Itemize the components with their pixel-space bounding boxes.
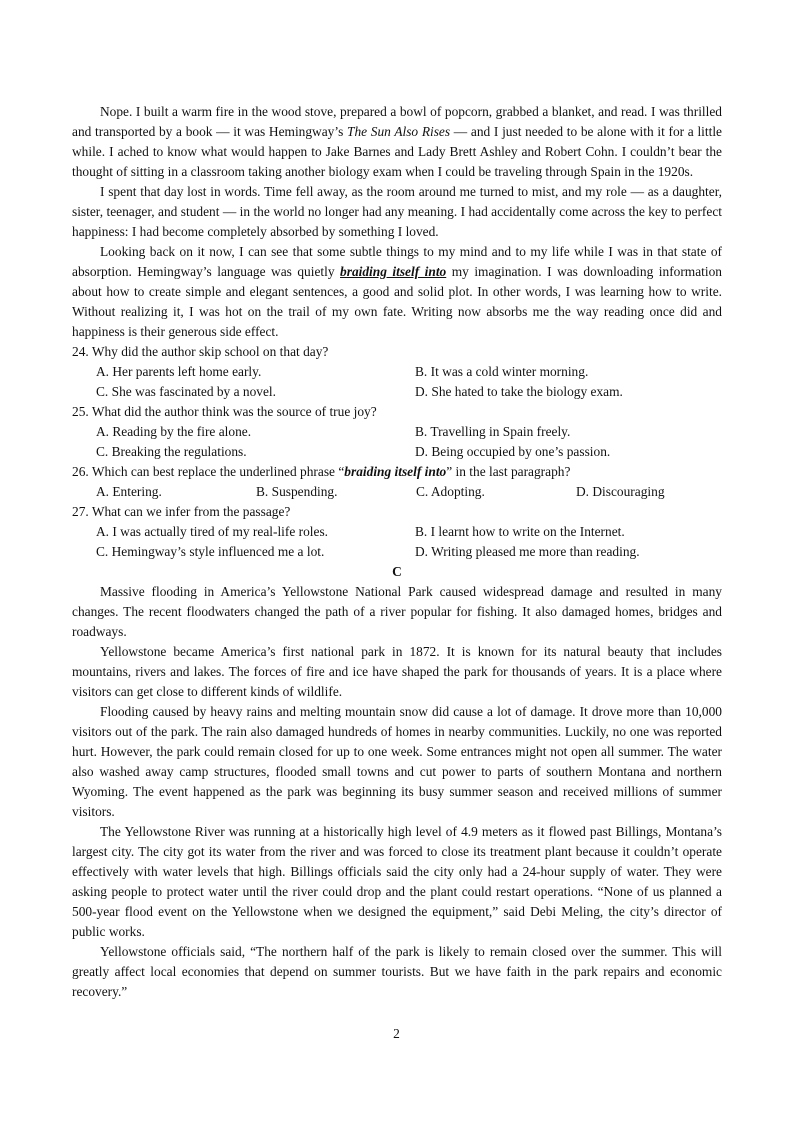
- question-26-stem: [72, 462, 722, 482]
- question-25-stem: 25. What did the author think was the source of true joy?: [72, 404, 377, 419]
- paragraph-3: [72, 242, 722, 342]
- paragraph-1-text-a: Nope. I built a warm fire in the wood stove, prepared a bowl of popcorn, grabbed a blanket, and read. I was thrilled and transported by a book — it was Hemingway’s: [72, 104, 722, 139]
- page-number: 2: [393, 1026, 400, 1041]
- option-26-b: B. Suspending.: [256, 484, 338, 499]
- question-25-options: [72, 422, 722, 462]
- option-24-c: C. She was fascinated by a novel.: [96, 384, 276, 399]
- question-26-options: [72, 482, 722, 502]
- passage-c-paragraph-5: Yellowstone officials said, “The northern half of the park is likely to remain closed over the summer. This will greatly affect local economies that depend on summer tourists. But we have faith in the park repairs and economic recovery.”: [72, 944, 722, 999]
- question-24-stem: 24. Why did the author skip school on that day?: [72, 344, 329, 359]
- option-27-a: A. I was actually tired of my real-life roles.: [96, 524, 329, 539]
- option-26-c: C. Adopting.: [416, 484, 485, 499]
- option-27-d: D. Writing pleased me more than reading.: [415, 544, 640, 559]
- paragraph-1: [72, 102, 722, 182]
- option-25-b: B. Travelling in Spain freely.: [415, 424, 571, 439]
- option-26-a: A. Entering.: [96, 484, 162, 499]
- option-25-a: A. Reading by the fire alone.: [96, 424, 252, 439]
- question-27-options: [72, 522, 722, 562]
- underlined-phrase: braiding itself into: [340, 264, 447, 279]
- option-25-c: C. Breaking the regulations.: [96, 444, 247, 459]
- question-24-options: [72, 362, 722, 402]
- paragraph-3-text-a: Looking back on it now, I can see that some subtle things to my mind and to my life while I was in that state of absorption. Hemingway’s language was quietly: [72, 244, 722, 279]
- option-25-d: D. Being occupied by one’s passion.: [415, 444, 611, 459]
- passage-c-paragraph-3: Flooding caused by heavy rains and melting mountain snow did cause a lot of damage. It drove more than 10,000 visitors out of the park. The rain also damaged hundreds of homes in nearby communities. Luckily, no one was reported hurt. However, the park could remain closed for up to one week. Some entrances might not open all summer. The water also washed away camp structures, flooded small towns and cut power to parts of southern Montana and northern Wyoming. The event happened as the park was beginning its busy summer season and received millions of summer visitors.: [72, 704, 722, 819]
- passage-c-paragraph-1: Massive flooding in America’s Yellowstone National Park caused widespread damage and resulted in many changes. The recent floodwaters changed the path of a river popular for fishing. It also damaged homes, bridges and roadways.: [72, 584, 722, 639]
- option-24-d: D. She hated to take the biology exam.: [415, 384, 623, 399]
- paragraph-2: I spent that day lost in words. Time fell away, as the room around me turned to mist, and my role — as a daughter, sister, teenager, and student — in the world no longer had any meaning. I had accidentally come across the key to perfect happiness: I had become completely absorbed by something I loved.: [72, 184, 722, 239]
- question-27-stem: 27. What can we infer from the passage?: [72, 504, 291, 519]
- question-26-phrase: braiding itself into: [344, 464, 447, 479]
- option-24-a: A. Her parents left home early.: [96, 364, 262, 379]
- section-heading: C: [392, 564, 402, 579]
- passage-c-paragraph-2: Yellowstone became America’s first national park in 1872. It is known for its natural beauty that includes mountains, rivers and lakes. The forces of fire and ice have shaped the park for thousands of years. It is a place where visitors can get close to different kinds of wildlife.: [72, 644, 722, 699]
- book-title: The Sun Also Rises: [347, 124, 451, 139]
- question-26-stem-a: 26. Which can best replace the underlined phrase “: [72, 464, 345, 479]
- option-27-c: C. Hemingway’s style influenced me a lot.: [96, 544, 325, 559]
- paragraph-1-text-c: — and I just needed to be alone with it for a little while. I ached to know what would happen to Jake Barnes and Lady Brett Ashley and Robert Cohn. I couldn’t bear the thought of sitting in a classroom taking another biology exam when I could be traveling through Spain in the 1920s.: [72, 124, 722, 179]
- question-26-stem-c: ” in the last paragraph?: [446, 464, 571, 479]
- paragraph-3-text-c: my imagination. I was downloading information about how to create simple and elegant sentences, a good and solid plot. In other words, I was learning how to write. Without realizing it, I was hot on the trail of my own fate. Writing now absorbs me the way reading once did and happiness is their generous side effect.: [72, 264, 722, 339]
- option-24-b: B. It was a cold winter morning.: [415, 364, 589, 379]
- document-page: [72, 102, 722, 1002]
- option-26-d: D. Discouraging: [576, 484, 665, 499]
- option-27-b: B. I learnt how to write on the Internet.: [415, 524, 625, 539]
- passage-c-paragraph-4: The Yellowstone River was running at a historically high level of 4.9 meters as it flowed past Billings, Montana’s largest city. The city got its water from the river and was forced to close its treatment plant because it couldn’t operate effectively with water levels that high. Billings officials said the city only had a 24-hour supply of water. They were asking people to protect water until the river could drop and the plant could restart operations. “None of us planned a 500-year flood event on the Yellowstone when we designed the equipment,” said Debi Meling, the city’s director of public works.: [72, 824, 722, 939]
